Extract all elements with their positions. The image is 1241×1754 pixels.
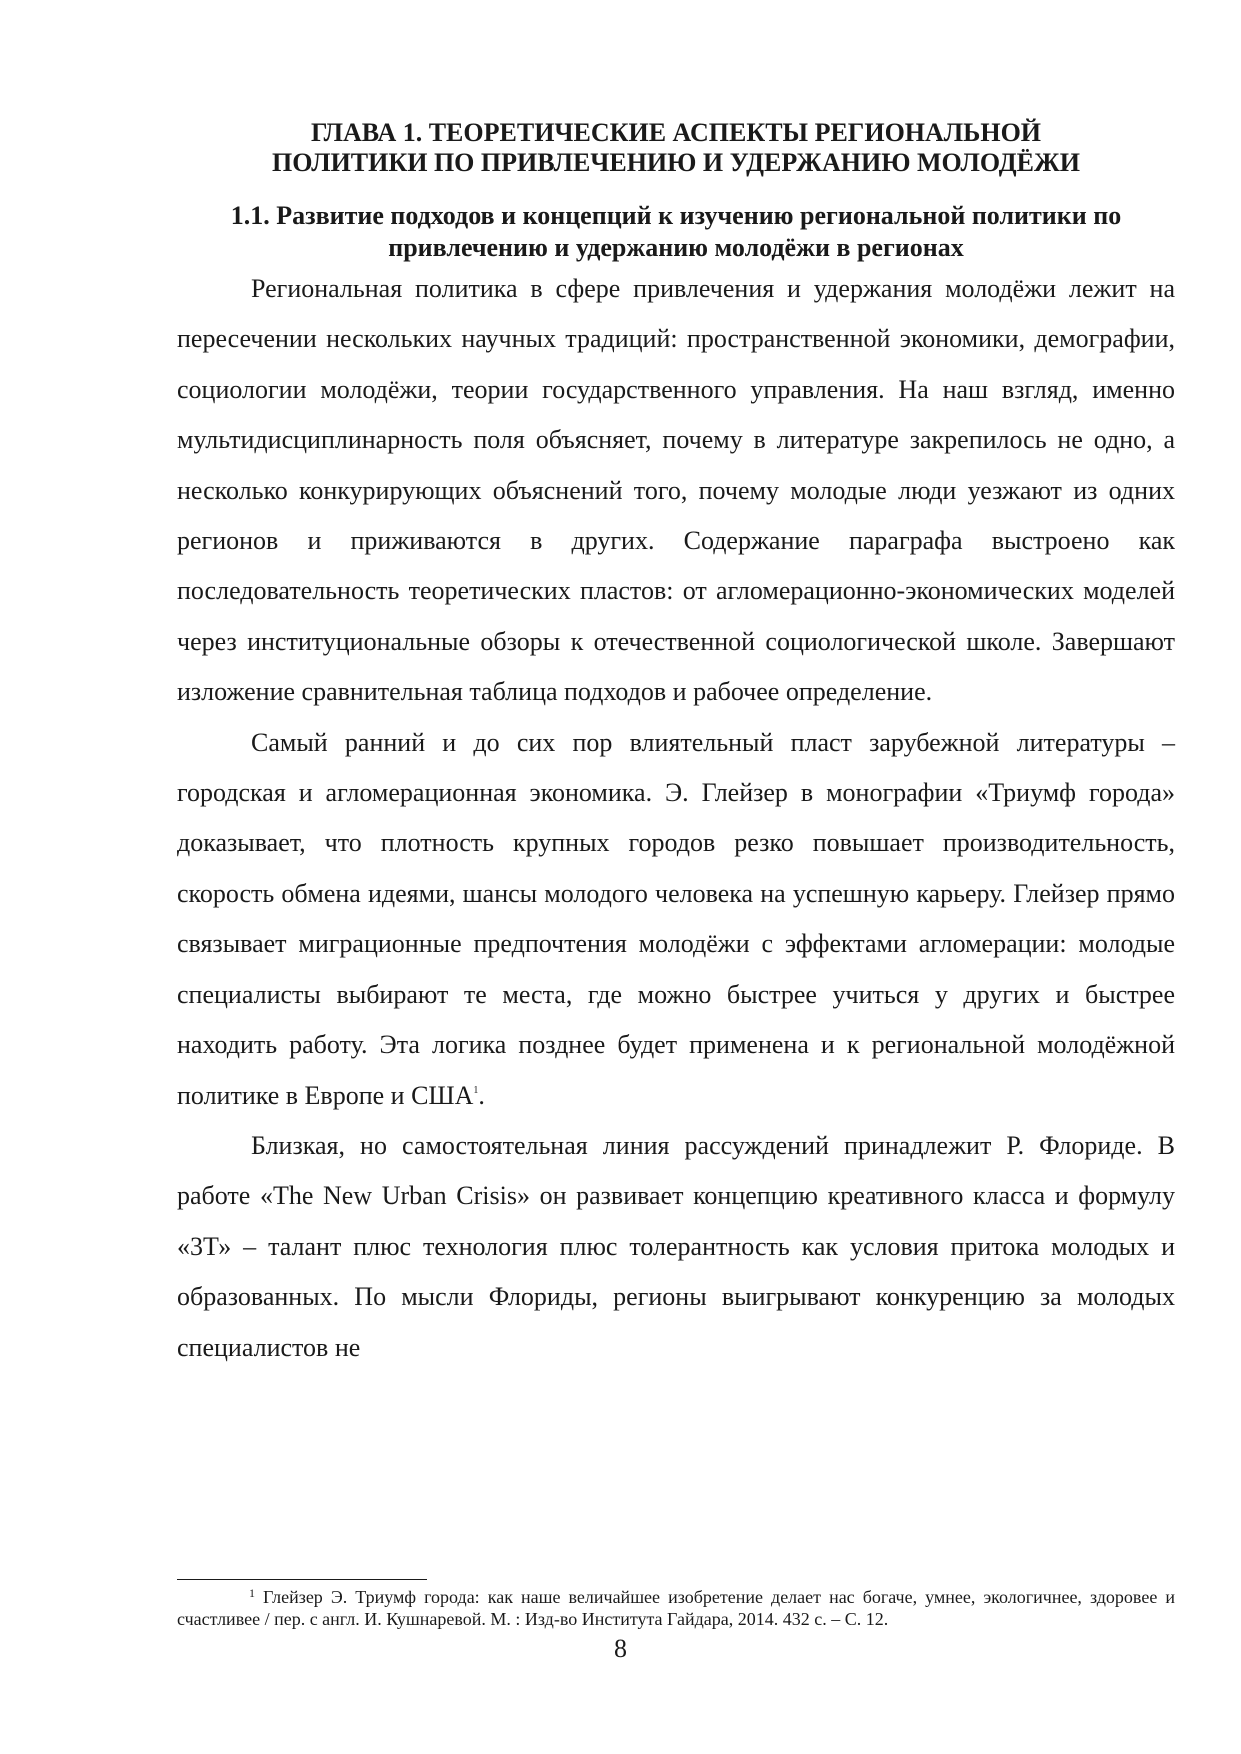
chapter-title-line-1: ГЛАВА 1. ТЕОРЕТИЧЕСКИЕ АСПЕКТЫ РЕГИОНАЛЬНОЙ	[310, 118, 1042, 147]
footnote-text: Глейзер Э. Триумф города: как наше величайшее изобретение делает нас богаче, умнее, экологичнее, здоровее и счастливее / пер. с англ. И. Кушнаревой. М. : Изд-во Института Гайдара, 2014. 432 с. – С. 12.	[177, 1587, 1175, 1629]
section-title-line-2: привлечению и удержанию молодёжи в регионах	[388, 233, 964, 262]
footnote-separator	[177, 1579, 427, 1580]
footnote	[177, 1586, 1175, 1630]
page-number: 8	[614, 1634, 627, 1663]
chapter-title-line-2: ПОЛИТИКИ ПО ПРИВЛЕЧЕНИЮ И УДЕРЖАНИЮ МОЛОДЁЖИ	[272, 148, 1080, 177]
body-paragraph-2-end: .	[478, 1080, 485, 1110]
page-content	[177, 118, 1175, 1373]
footnote-number: 1	[249, 1586, 255, 1600]
body-paragraph-3: Близкая, но самостоятельная линия рассуждений принадлежит Р. Флориде. В работе «The New Urban Crisis» он развивает концепцию креативного класса и формулу «3Т» – талант плюс технология плюс толерантность как условия притока молодых и образованных. По мысли Флориды, регионы выигрывают конкуренцию за молодых специалистов не	[177, 1130, 1175, 1362]
section-title-line-1: 1.1. Развитие подходов и концепций к изучению региональной политики по	[230, 201, 1122, 230]
body-paragraph-1: Региональная политика в сфере привлечения и удержания молодёжи лежит на пересечении нескольких научных традиций: пространственной экономики, демографии, социологии молодёжи, теории государственного управления. На наш взгляд, именно мультидисциплинарность поля объясняет, почему в литературе закрепилось не одно, а несколько конкурирующих объяснений того, почему молодые люди уезжают из одних регионов и приживаются в других. Содержание параграфа выстроено как последовательность теоретических пластов: от агломерационно-экономических моделей через институциональные обзоры к отечественной социологической школе. Завершают изложение сравнительная таблица подходов и рабочее определение.	[177, 274, 1175, 707]
footnote-reference[interactable]: 1	[473, 1084, 479, 1096]
chapter-title	[177, 118, 1175, 178]
body-paragraph-2	[177, 718, 1175, 1121]
section-title	[177, 200, 1175, 264]
body-paragraph-2-text: Самый ранний и до сих пор влиятельный пласт зарубежной литературы – городская и агломерационная экономика. Э. Глейзер в монографии «Триумф города» доказывает, что плотность крупных городов резко повышает производительность, скорость обмена идеями, шансы молодого человека на успешную карьеру. Глейзер прямо связывает миграционные предпочтения молодёжи с эффектами агломерации: молодые специалисты выбирают те места, где можно быстрее учиться у других и быстрее находить работу. Эта логика позднее будет применена и к региональной молодёжной политике в Европе и США	[177, 727, 1175, 1110]
